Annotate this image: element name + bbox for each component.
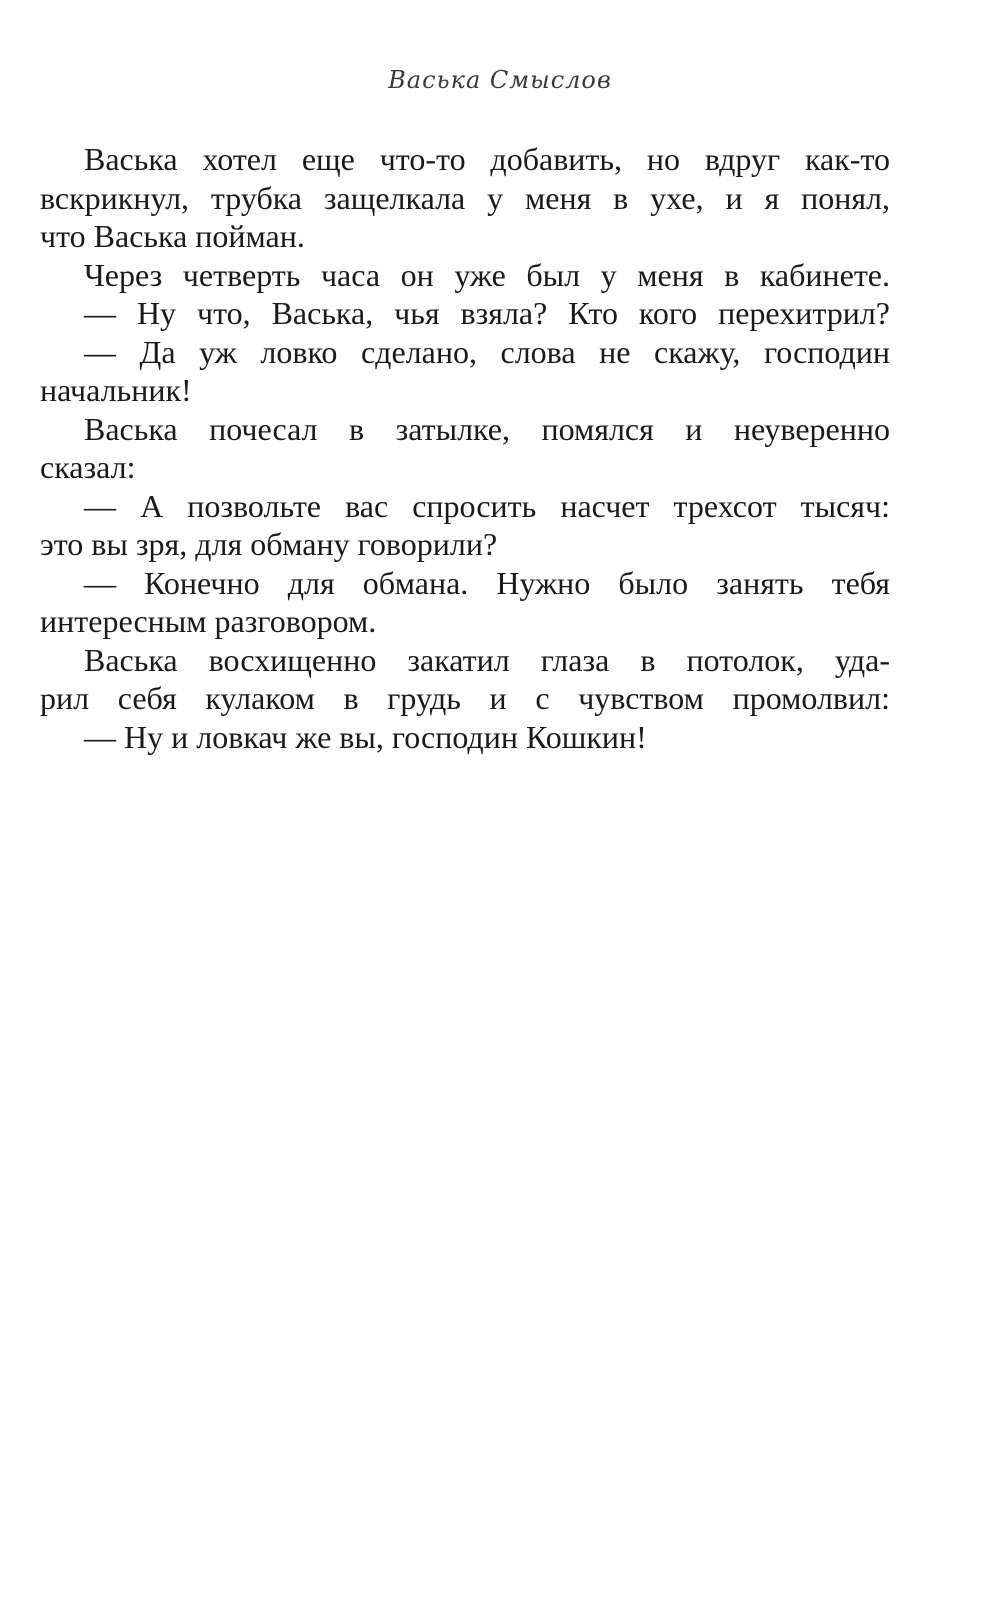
body-text (40, 140, 890, 756)
text-line: интересным разговором. (40, 603, 377, 639)
text-line: рил себя кулаком в грудь и с чувством промолвил: (40, 680, 890, 716)
text-line: сказал: (40, 449, 136, 485)
text-line: — Да уж ловко сделано, слова не скажу, господин (84, 333, 890, 370)
text-line: это вы зря, для обману говорили? (40, 526, 498, 562)
text-line: что Васька пойман. (40, 218, 305, 254)
text-line: Через четверть часа он уже был у меня в кабинете. (84, 256, 890, 293)
text-line: Васька восхищенно закатил глаза в потолок, уда- (84, 641, 890, 678)
text-line: — А позвольте вас спросить насчет трехсот тысяч: (84, 487, 890, 524)
text-line: вскрикнул, трубка защелкала у меня в ухе, и я понял, (40, 179, 890, 216)
text-line: — Ну что, Васька, чья взяла? Кто кого перехитрил? (84, 295, 890, 331)
text-line: начальник! (40, 372, 192, 408)
text-line: Васька хотел еще что-то добавить, но вдруг как-то (84, 141, 890, 177)
text-line: Васька почесал в затылке, помялся и неуверенно (84, 410, 890, 447)
text-line: — Ну и ловкач же вы, господин Кошкин! (84, 718, 647, 755)
text-line: — Конечно для обмана. Нужно было занять тебя (84, 564, 890, 601)
running-head: Васька Смыслов (388, 66, 612, 94)
